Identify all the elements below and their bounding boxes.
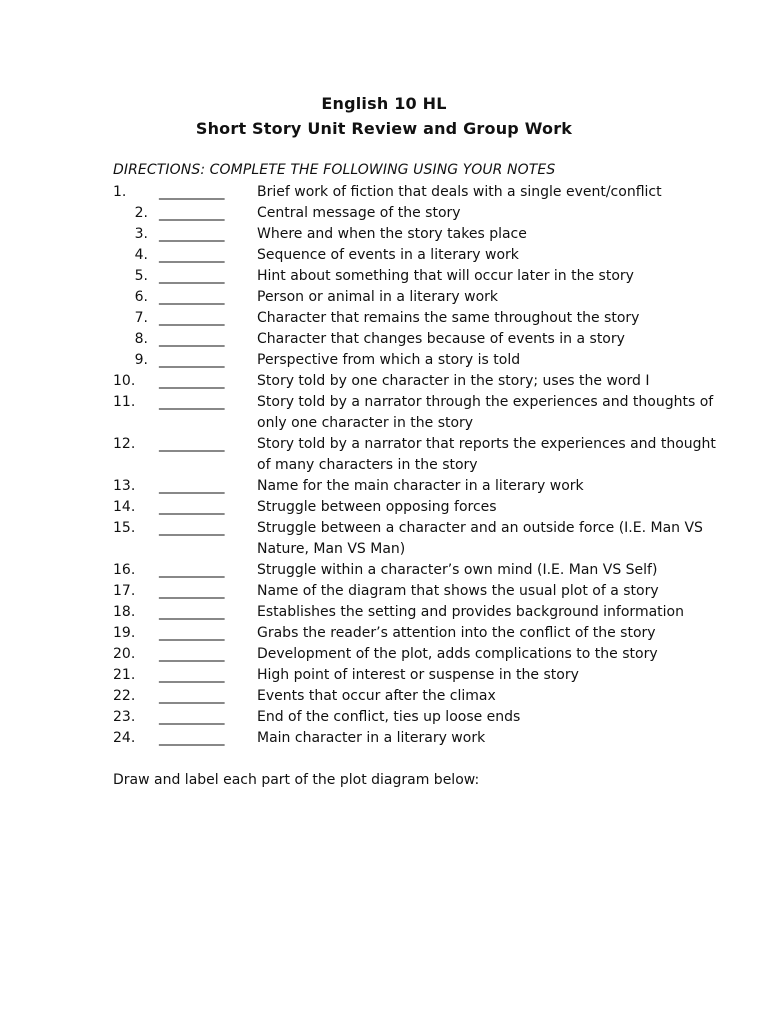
item-number: 16.: [113, 562, 136, 578]
question-list: [0, 182, 768, 749]
list-item: [0, 287, 768, 308]
list-item: [0, 308, 768, 329]
item-description: Struggle between a character and an outside force (I.E. Man VS Nature, Man VS Man): [257, 520, 703, 557]
list-item: [0, 476, 768, 497]
answer-blank: __________: [159, 205, 224, 221]
answer-blank: __________: [159, 478, 224, 494]
item-number: 21.: [113, 667, 136, 683]
item-description: Struggle within a character’s own mind (I.E. Man VS Self): [257, 562, 658, 578]
list-item: [0, 644, 768, 665]
item-number: 14.: [113, 499, 136, 515]
list-item: [0, 371, 768, 392]
item-description: Character that changes because of events in a story: [257, 331, 625, 347]
list-item: [0, 665, 768, 686]
list-item: [0, 728, 768, 749]
item-number: 13.: [113, 478, 136, 494]
item-number: 8.: [134, 331, 148, 347]
item-number: 1.: [113, 184, 127, 200]
list-item: [0, 623, 768, 644]
item-number: 22.: [113, 688, 136, 704]
list-item: [0, 245, 768, 266]
list-item: [0, 560, 768, 581]
answer-blank: __________: [159, 667, 224, 683]
item-number: 18.: [113, 604, 136, 620]
item-description: Story told by a narrator through the experiences and thoughts of only one character in the story: [257, 394, 714, 431]
item-number: 9.: [134, 352, 148, 368]
item-description: Story told by a narrator that reports the experiences and thought of many characters in the story: [257, 436, 716, 473]
answer-blank: __________: [159, 268, 224, 284]
item-number: 24.: [113, 730, 136, 746]
answer-blank: __________: [159, 247, 224, 263]
item-description: Character that remains the same throughout the story: [257, 310, 640, 326]
list-item: [0, 350, 768, 371]
item-description: Central message of the story: [257, 205, 461, 221]
answer-blank: __________: [159, 646, 224, 662]
list-item: [0, 224, 768, 245]
answer-blank: __________: [159, 436, 224, 452]
item-description: Struggle between opposing forces: [257, 499, 497, 515]
item-number: 2.: [134, 205, 148, 221]
list-item: [0, 686, 768, 707]
answer-blank: __________: [159, 184, 224, 200]
list-item: [0, 329, 768, 350]
item-number: 20.: [113, 646, 136, 662]
answer-blank: __________: [159, 604, 224, 620]
item-description: Sequence of events in a literary work: [257, 247, 519, 263]
item-description: Grabs the reader’s attention into the conflict of the story: [257, 625, 656, 641]
item-number: 19.: [113, 625, 136, 641]
item-number: 12.: [113, 436, 136, 452]
item-description: Person or animal in a literary work: [257, 289, 498, 305]
item-description: Development of the plot, adds complications to the story: [257, 646, 658, 662]
item-description: End of the conflict, ties up loose ends: [257, 709, 521, 725]
item-number: 5.: [134, 268, 148, 284]
answer-blank: __________: [159, 373, 224, 389]
answer-blank: __________: [159, 709, 224, 725]
answer-blank: __________: [159, 226, 224, 242]
item-description: Name for the main character in a literary work: [257, 478, 584, 494]
answer-blank: __________: [159, 352, 224, 368]
item-description: Perspective from which a story is told: [257, 352, 521, 368]
item-number: 10.: [113, 373, 136, 389]
list-item: [0, 518, 768, 560]
list-item: [0, 182, 768, 203]
plot-diagram-instruction: Draw and label each part of the plot diagram below:: [113, 772, 480, 788]
item-description: Hint about something that will occur later in the story: [257, 268, 634, 284]
answer-blank: __________: [159, 730, 224, 746]
answer-blank: __________: [159, 310, 224, 326]
item-number: 15.: [113, 520, 136, 536]
list-item: [0, 434, 768, 476]
item-description: Main character in a literary work: [257, 730, 486, 746]
answer-blank: __________: [159, 688, 224, 704]
item-description: Where and when the story takes place: [257, 226, 527, 242]
item-number: 6.: [134, 289, 148, 305]
item-description: High point of interest or suspense in the story: [257, 667, 579, 683]
list-item: [0, 203, 768, 224]
item-description: Story told by one character in the story; uses the word I: [257, 373, 650, 389]
item-number: 4.: [134, 247, 148, 263]
item-number: 17.: [113, 583, 136, 599]
answer-blank: __________: [159, 625, 224, 641]
page-subtitle: Short Story Unit Review and Group Work: [195, 119, 573, 138]
list-item: [0, 392, 768, 434]
item-number: 11.: [113, 394, 136, 410]
answer-blank: __________: [159, 331, 224, 347]
answer-blank: __________: [159, 562, 224, 578]
item-description: Name of the diagram that shows the usual plot of a story: [257, 583, 659, 599]
answer-blank: __________: [159, 394, 224, 410]
list-item: [0, 581, 768, 602]
list-item: [0, 602, 768, 623]
answer-blank: __________: [159, 520, 224, 536]
list-item: [0, 497, 768, 518]
item-description: Brief work of fiction that deals with a single event/conflict: [257, 184, 662, 200]
page-title: English 10 HL: [321, 94, 447, 113]
answer-blank: __________: [159, 289, 224, 305]
item-number: 3.: [134, 226, 148, 242]
directions-text: DIRECTIONS: COMPLETE THE FOLLOWING USING YOUR NOTES: [113, 162, 556, 178]
item-description: Establishes the setting and provides background information: [257, 604, 684, 620]
list-item: [0, 707, 768, 728]
list-item: [0, 266, 768, 287]
answer-blank: __________: [159, 583, 224, 599]
item-description: Events that occur after the climax: [257, 688, 496, 704]
answer-blank: __________: [159, 499, 224, 515]
item-number: 7.: [134, 310, 148, 326]
item-number: 23.: [113, 709, 136, 725]
